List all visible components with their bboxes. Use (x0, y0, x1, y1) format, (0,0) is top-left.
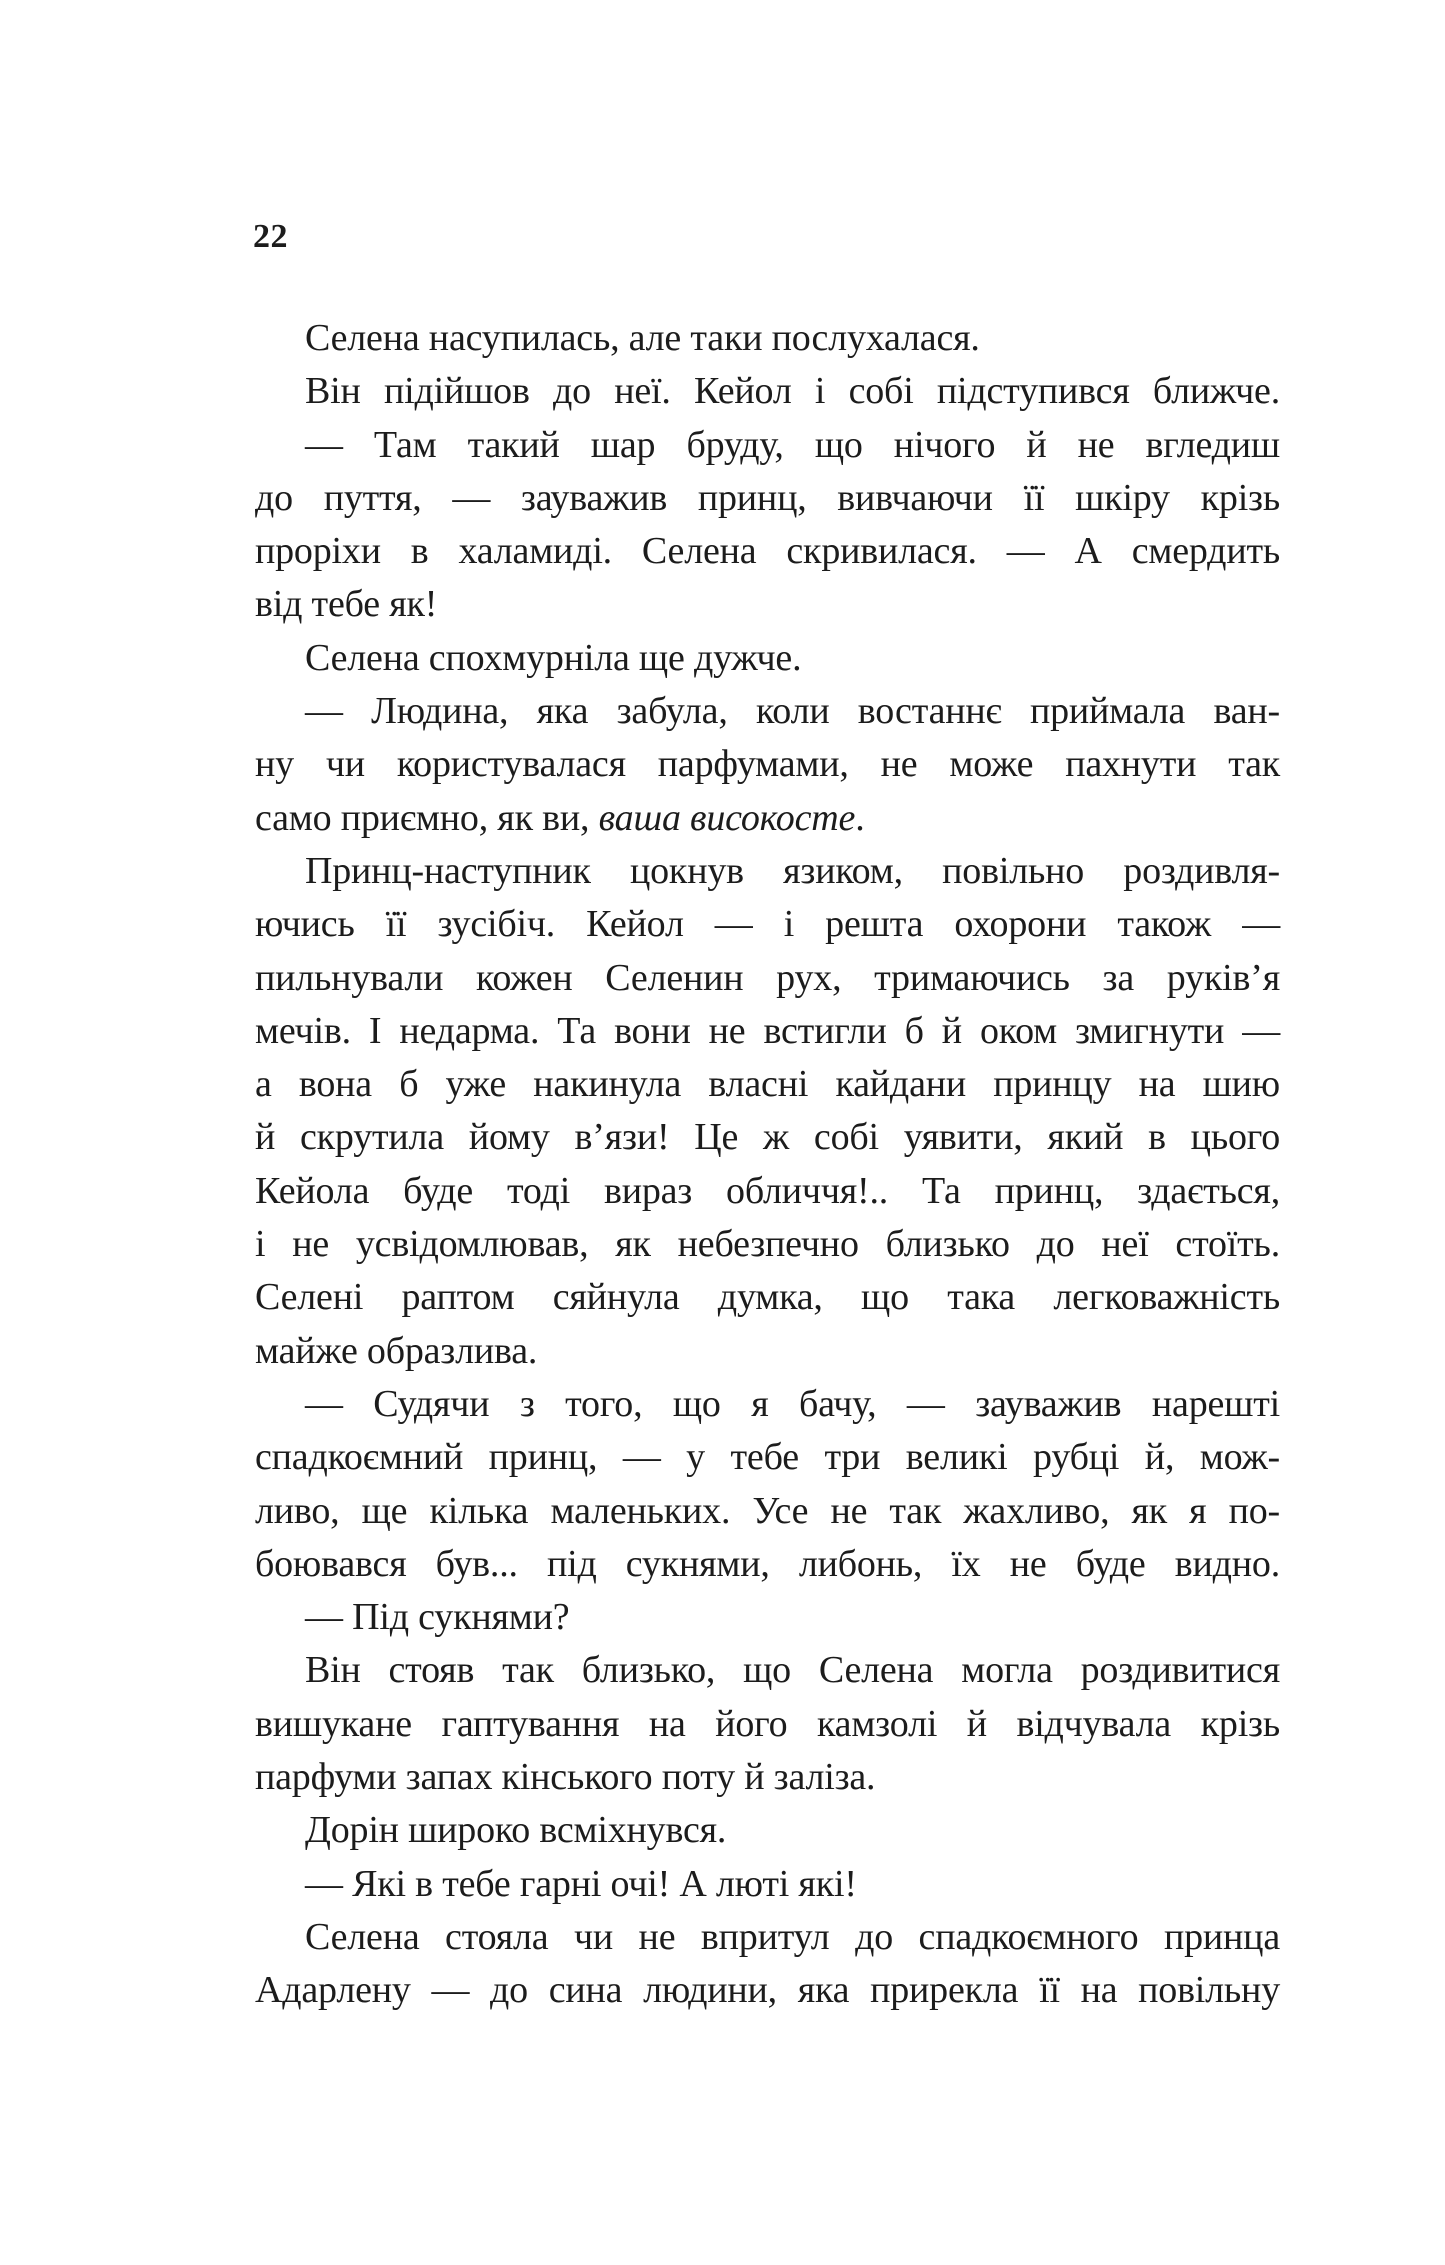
text-segment: . (855, 796, 865, 839)
text-segment: пильнували кожен Селенин рух, тримаючись за руків’я (255, 956, 1280, 999)
text-segment: — Які в тебе гарні очі! А люті які! (305, 1862, 857, 1905)
text-segment: Селена стояла чи не впритул до спадкоємного принца (305, 1915, 1280, 1958)
text-segment: Кейола буде тоді вираз обличчя!.. Та принц, здається, (255, 1169, 1280, 1212)
text-block (255, 312, 1280, 2018)
text-segment: Він стояв так близько, що Селена могла роздивитися (305, 1649, 1280, 1692)
text-segment: боювався був... під сукнями, либонь, їх не буде видно. (255, 1542, 1280, 1585)
text-segment: ючись її зусібіч. Кейол — і решта охорони також — (255, 903, 1280, 946)
text-line (255, 1005, 1280, 1058)
text-segment: Дорін широко всміхнувся. (305, 1809, 727, 1852)
text-line (255, 1378, 1280, 1431)
text-line (255, 845, 1280, 898)
text-segment: і не усвідомлював, як небезпечно близько до неї стоїть. (255, 1223, 1280, 1266)
text-line (255, 685, 1280, 738)
text-line (255, 1485, 1280, 1538)
text-segment: Селена насупилась, але таки послухалася. (305, 317, 980, 359)
text-line (255, 1111, 1280, 1164)
text-segment: — Людина, яка забула, коли востаннє приймала ван- (305, 690, 1280, 733)
text-line (255, 1165, 1280, 1218)
text-segment: майже образлива. (255, 1329, 538, 1372)
text-segment: від тебе як! (255, 583, 438, 626)
text-segment: Селені раптом сяйнула думка, що така легковажність (255, 1276, 1280, 1319)
text-line (255, 578, 1280, 631)
text-line (255, 419, 1280, 472)
text-line (255, 952, 1280, 1005)
text-line (255, 1751, 1280, 1804)
text-line (255, 1804, 1280, 1857)
text-line (255, 792, 1280, 845)
text-line (255, 1644, 1280, 1697)
text-segment: до пуття, — зауважив принц, вивчаючи її шкіру крізь (255, 476, 1280, 519)
text-segment: Селена спохмурніла ще дужче. (305, 636, 802, 679)
text-line (255, 1698, 1280, 1751)
text-segment: — Судячи з того, що я бачу, — зауважив нарешті (305, 1382, 1280, 1425)
text-segment: Адарлену — до сина людини, яка прирекла її на повільну (255, 1969, 1280, 2012)
text-line (255, 1431, 1280, 1484)
text-segment: Принц-наступник цокнув язиком, повільно роздивля- (305, 849, 1280, 892)
text-line (255, 1218, 1280, 1271)
text-line (255, 632, 1280, 685)
text-segment: ливо, ще кілька маленьких. Усе не так жахливо, як я по- (255, 1489, 1280, 1532)
text-segment: парфуми запах кінського поту й заліза. (255, 1756, 876, 1799)
text-line (255, 1538, 1280, 1591)
text-line (255, 365, 1280, 418)
text-segment: проріхи в халамиді. Селена скривилася. — А смердить (255, 530, 1280, 573)
text-line (255, 1964, 1280, 2017)
text-line (255, 1911, 1280, 1964)
italic-phrase: ваша високосте (598, 796, 856, 839)
text-line (255, 1591, 1280, 1644)
text-segment: спадкоємний принц, — у тебе три великі рубці й, мож- (255, 1436, 1280, 1479)
text-line (255, 525, 1280, 578)
text-line (255, 312, 1280, 365)
text-segment: й скрутила йому в’язи! Це ж собі уявити, який в цього (255, 1116, 1280, 1159)
text-segment: а вона б уже накинула власні кайдани принцу на шию (255, 1063, 1280, 1106)
text-segment: ну чи користувалася парфумами, не може пахнути так (255, 743, 1280, 786)
text-segment: мечів. І недарма. Та вони не встигли б й оком змигнути — (255, 1009, 1280, 1052)
text-line (255, 898, 1280, 951)
text-line (255, 738, 1280, 791)
text-segment: вишукане гаптування на його камзолі й відчувала крізь (255, 1702, 1280, 1745)
text-segment: Він підійшов до неї. Кейол і собі підступився ближче. (305, 370, 1280, 413)
text-line (255, 1858, 1280, 1911)
text-line (255, 1271, 1280, 1324)
text-line (255, 1325, 1280, 1378)
text-line (255, 1058, 1280, 1111)
text-segment: — Там такий шар бруду, що нічого й не вгледиш (305, 423, 1280, 466)
text-segment: — Під сукнями? (305, 1596, 570, 1639)
text-line (255, 472, 1280, 525)
page-number: 22 (253, 218, 288, 255)
text-segment: само приємно, як ви, (255, 796, 599, 839)
